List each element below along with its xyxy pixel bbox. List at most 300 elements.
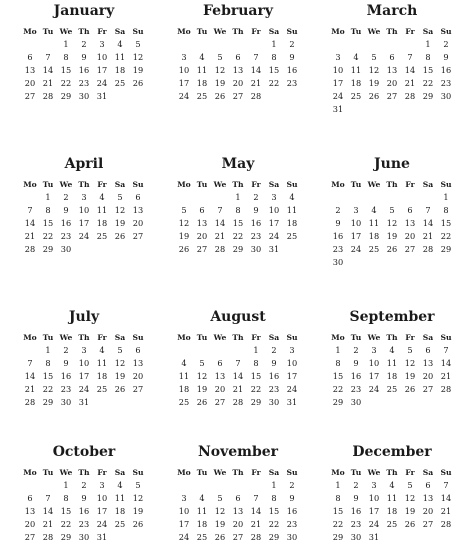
- day-cell: 25: [386, 384, 398, 394]
- month-april: [21, 155, 147, 256]
- day-cell: 28: [422, 244, 434, 254]
- weekday-header: Su: [286, 180, 298, 189]
- day-cell: 23: [250, 231, 262, 241]
- day-cell: 16: [350, 371, 362, 381]
- day-cell: 19: [132, 65, 144, 75]
- day-cell: 19: [214, 78, 226, 88]
- day-cell: 29: [42, 244, 54, 254]
- day-cell: 12: [178, 218, 190, 228]
- day-cell: 7: [45, 52, 51, 62]
- day-cell: 25: [114, 78, 126, 88]
- day-cell: 27: [232, 532, 244, 542]
- day-cell: 29: [440, 244, 452, 254]
- weekday-header: Fr: [405, 27, 415, 36]
- day-cell: 5: [407, 480, 413, 490]
- empty-cell: [401, 38, 419, 51]
- month-july: [21, 308, 147, 409]
- weekday-header: Tu: [196, 333, 208, 342]
- weekday-header: Su: [286, 468, 298, 477]
- weekday-header: We: [367, 27, 381, 36]
- empty-cell: [229, 479, 247, 492]
- day-cell: 31: [78, 397, 90, 407]
- day-cell: 26: [132, 519, 144, 529]
- weekday-header: Tu: [196, 180, 208, 189]
- day-cell: 10: [286, 358, 298, 368]
- day-cell: 23: [332, 244, 344, 254]
- month-title: February: [202, 3, 273, 19]
- day-cell: 17: [368, 371, 380, 381]
- day-cell: 20: [196, 231, 208, 241]
- weekday-header: Su: [440, 468, 452, 477]
- weekday-header: Su: [440, 180, 452, 189]
- day-cell: 28: [250, 91, 262, 101]
- weekday-header: Sa: [268, 468, 280, 477]
- day-cell: 13: [404, 218, 416, 228]
- day-cell: 8: [271, 493, 277, 503]
- day-cell: 28: [24, 244, 36, 254]
- day-cell: 5: [217, 493, 223, 503]
- day-cell: 18: [96, 371, 108, 381]
- day-cell: 21: [214, 231, 226, 241]
- weekday-header: Mo: [331, 27, 345, 36]
- day-cell: 4: [389, 345, 395, 355]
- day-cell: 9: [63, 205, 69, 215]
- day-cell: 18: [196, 519, 208, 529]
- weekday-header: Tu: [42, 180, 54, 189]
- day-cell: 28: [440, 384, 452, 394]
- weekday-header: Th: [232, 468, 244, 477]
- day-cell: 10: [78, 205, 90, 215]
- weekday-header: Mo: [177, 180, 191, 189]
- day-cell: 14: [422, 218, 434, 228]
- day-cell: 11: [114, 493, 126, 503]
- empty-cell: [365, 191, 383, 204]
- day-cell: 3: [181, 493, 187, 503]
- day-cell: 23: [60, 231, 72, 241]
- day-cell: 20: [214, 384, 226, 394]
- day-cell: 18: [386, 506, 398, 516]
- weekday-header: Tu: [196, 27, 208, 36]
- day-cell: 30: [78, 91, 90, 101]
- day-cell: 8: [335, 358, 341, 368]
- day-cell: 25: [178, 397, 190, 407]
- day-cell: 14: [440, 358, 452, 368]
- day-cell: 17: [96, 65, 108, 75]
- weekday-header: We: [59, 468, 73, 477]
- day-cell: 22: [268, 78, 280, 88]
- day-cell: 13: [232, 506, 244, 516]
- day-cell: 12: [114, 205, 126, 215]
- day-cell: 14: [250, 506, 262, 516]
- day-cell: 18: [386, 371, 398, 381]
- weekday-header: Tu: [196, 468, 208, 477]
- day-cell: 15: [332, 371, 344, 381]
- empty-cell: [365, 38, 383, 51]
- day-cell: 12: [404, 358, 416, 368]
- empty-cell: [175, 344, 193, 357]
- day-cell: 3: [335, 52, 341, 62]
- day-cell: 28: [232, 397, 244, 407]
- day-cell: 18: [114, 506, 126, 516]
- day-grid: [21, 25, 147, 103]
- day-cell: 28: [440, 519, 452, 529]
- day-cell: 20: [422, 371, 434, 381]
- day-cell: 11: [114, 52, 126, 62]
- day-cell: 14: [42, 65, 54, 75]
- day-cell: 2: [289, 480, 295, 490]
- day-cell: 1: [63, 39, 69, 49]
- day-cell: 11: [350, 65, 362, 75]
- weekday-header: Mo: [23, 27, 37, 36]
- month-title: October: [52, 444, 116, 460]
- day-cell: 18: [350, 78, 362, 88]
- empty-cell: [329, 191, 347, 204]
- weekday-header: Fr: [405, 333, 415, 342]
- day-cell: 3: [99, 39, 105, 49]
- day-cell: 22: [42, 384, 54, 394]
- day-cell: 17: [350, 231, 362, 241]
- day-cell: 30: [60, 397, 72, 407]
- day-cell: 18: [286, 218, 298, 228]
- weekday-header: Tu: [350, 180, 362, 189]
- day-cell: 30: [440, 91, 452, 101]
- day-cell: 20: [386, 78, 398, 88]
- day-cell: 21: [24, 384, 36, 394]
- day-grid: [21, 466, 147, 544]
- day-cell: 13: [386, 65, 398, 75]
- empty-cell: [193, 344, 211, 357]
- month-october: [21, 443, 147, 544]
- day-cell: 25: [350, 91, 362, 101]
- day-cell: 16: [60, 218, 72, 228]
- weekday-header: We: [367, 468, 381, 477]
- day-cell: 6: [235, 52, 241, 62]
- weekday-header: Sa: [422, 180, 434, 189]
- day-cell: 30: [286, 532, 298, 542]
- weekday-header: Fr: [97, 27, 107, 36]
- month-title: June: [374, 156, 410, 172]
- month-title: January: [53, 3, 115, 19]
- empty-cell: [401, 191, 419, 204]
- day-cell: 8: [63, 493, 69, 503]
- day-cell: 7: [443, 480, 449, 490]
- day-cell: 12: [214, 506, 226, 516]
- weekday-header: Su: [286, 27, 298, 36]
- day-cell: 26: [214, 91, 226, 101]
- empty-cell: [211, 344, 229, 357]
- day-cell: 23: [350, 519, 362, 529]
- day-cell: 17: [178, 519, 190, 529]
- day-cell: 2: [271, 345, 277, 355]
- empty-cell: [175, 479, 193, 492]
- day-cell: 8: [63, 52, 69, 62]
- day-cell: 19: [368, 78, 380, 88]
- empty-cell: [39, 38, 57, 51]
- day-cell: 9: [353, 493, 359, 503]
- empty-cell: [39, 479, 57, 492]
- day-cell: 23: [60, 384, 72, 394]
- day-cell: 11: [196, 65, 208, 75]
- day-grid: [329, 466, 455, 544]
- day-cell: 28: [250, 532, 262, 542]
- weekday-header: Th: [78, 468, 90, 477]
- day-cell: 13: [214, 371, 226, 381]
- day-cell: 9: [289, 52, 295, 62]
- day-cell: 14: [24, 371, 36, 381]
- weekday-header: Sa: [268, 180, 280, 189]
- day-cell: 17: [178, 78, 190, 88]
- day-cell: 6: [407, 205, 413, 215]
- day-cell: 11: [368, 218, 380, 228]
- weekday-header: We: [367, 333, 381, 342]
- day-cell: 8: [235, 205, 241, 215]
- day-cell: 6: [135, 192, 141, 202]
- day-cell: 10: [332, 65, 344, 75]
- empty-cell: [21, 344, 39, 357]
- day-cell: 7: [45, 493, 51, 503]
- day-cell: 26: [114, 384, 126, 394]
- weekday-header: We: [59, 27, 73, 36]
- weekday-header: Sa: [268, 27, 280, 36]
- day-cell: 29: [60, 91, 72, 101]
- day-cell: 21: [24, 231, 36, 241]
- day-cell: 18: [368, 231, 380, 241]
- day-cell: 4: [371, 205, 377, 215]
- day-grid: [329, 178, 455, 269]
- empty-cell: [193, 191, 211, 204]
- day-cell: 7: [425, 205, 431, 215]
- day-cell: 11: [286, 205, 298, 215]
- weekday-header: Th: [78, 27, 90, 36]
- weekday-header: Su: [132, 180, 144, 189]
- day-cell: 2: [253, 192, 259, 202]
- day-cell: 13: [422, 493, 434, 503]
- day-grid: [175, 178, 301, 256]
- day-cell: 25: [196, 532, 208, 542]
- day-cell: 30: [250, 244, 262, 254]
- day-cell: 5: [181, 205, 187, 215]
- empty-cell: [175, 191, 193, 204]
- empty-cell: [419, 191, 437, 204]
- day-cell: 14: [250, 65, 262, 75]
- day-cell: 29: [250, 397, 262, 407]
- weekday-header: We: [367, 180, 381, 189]
- day-cell: 21: [42, 78, 54, 88]
- day-grid: [329, 331, 455, 409]
- weekday-header: Su: [132, 468, 144, 477]
- weekday-header: Tu: [350, 468, 362, 477]
- day-cell: 26: [214, 532, 226, 542]
- weekday-header: Fr: [251, 468, 261, 477]
- day-cell: 30: [350, 397, 362, 407]
- day-cell: 10: [268, 205, 280, 215]
- weekday-header: Tu: [350, 333, 362, 342]
- day-cell: 5: [389, 205, 395, 215]
- day-cell: 16: [250, 218, 262, 228]
- weekday-header: Sa: [114, 27, 126, 36]
- day-cell: 10: [350, 218, 362, 228]
- day-cell: 4: [199, 493, 205, 503]
- weekday-header: Mo: [331, 333, 345, 342]
- empty-cell: [247, 38, 265, 51]
- day-cell: 19: [132, 506, 144, 516]
- day-cell: 12: [386, 218, 398, 228]
- day-cell: 18: [178, 384, 190, 394]
- day-cell: 24: [368, 519, 380, 529]
- day-cell: 16: [78, 65, 90, 75]
- month-title: May: [221, 156, 255, 172]
- day-cell: 12: [196, 371, 208, 381]
- day-cell: 16: [286, 65, 298, 75]
- month-june: [329, 155, 455, 269]
- day-cell: 1: [271, 39, 277, 49]
- day-cell: 1: [45, 345, 51, 355]
- day-cell: 14: [440, 493, 452, 503]
- day-cell: 1: [335, 345, 341, 355]
- empty-cell: [383, 191, 401, 204]
- day-cell: 20: [404, 231, 416, 241]
- day-cell: 22: [42, 231, 54, 241]
- day-cell: 17: [368, 506, 380, 516]
- day-cell: 10: [368, 358, 380, 368]
- day-cell: 26: [404, 519, 416, 529]
- weekday-header: We: [213, 27, 227, 36]
- weekday-header: Sa: [422, 468, 434, 477]
- day-cell: 6: [217, 358, 223, 368]
- day-cell: 24: [78, 231, 90, 241]
- day-cell: 11: [96, 205, 108, 215]
- weekday-header: Th: [78, 180, 90, 189]
- weekday-header: Tu: [42, 468, 54, 477]
- weekday-header: Th: [232, 27, 244, 36]
- day-cell: 22: [268, 519, 280, 529]
- weekday-header: Tu: [350, 27, 362, 36]
- day-cell: 31: [268, 244, 280, 254]
- day-cell: 28: [42, 91, 54, 101]
- day-cell: 14: [214, 218, 226, 228]
- day-cell: 17: [268, 218, 280, 228]
- day-cell: 17: [78, 371, 90, 381]
- day-cell: 3: [371, 345, 377, 355]
- day-cell: 24: [96, 78, 108, 88]
- day-cell: 15: [440, 218, 452, 228]
- day-cell: 26: [368, 91, 380, 101]
- day-cell: 31: [286, 397, 298, 407]
- day-cell: 9: [63, 358, 69, 368]
- day-cell: 22: [332, 519, 344, 529]
- day-cell: 5: [117, 345, 123, 355]
- day-cell: 12: [132, 52, 144, 62]
- day-grid: [329, 25, 455, 116]
- day-cell: 8: [45, 358, 51, 368]
- weekday-header: Tu: [42, 333, 54, 342]
- weekday-header: Mo: [331, 468, 345, 477]
- day-cell: 27: [422, 519, 434, 529]
- day-cell: 4: [199, 52, 205, 62]
- day-cell: 2: [81, 39, 87, 49]
- day-cell: 19: [114, 218, 126, 228]
- day-cell: 21: [232, 384, 244, 394]
- day-cell: 21: [422, 231, 434, 241]
- day-cell: 19: [214, 519, 226, 529]
- day-cell: 29: [232, 244, 244, 254]
- day-cell: 5: [407, 345, 413, 355]
- day-cell: 27: [196, 244, 208, 254]
- day-cell: 3: [99, 480, 105, 490]
- day-cell: 10: [368, 493, 380, 503]
- weekday-header: Su: [132, 27, 144, 36]
- weekday-header: Th: [386, 180, 398, 189]
- weekday-header: Sa: [114, 180, 126, 189]
- weekday-header: Su: [440, 333, 452, 342]
- day-cell: 6: [135, 345, 141, 355]
- day-cell: 21: [250, 519, 262, 529]
- day-cell: 15: [268, 65, 280, 75]
- day-cell: 9: [443, 52, 449, 62]
- day-cell: 22: [440, 231, 452, 241]
- day-cell: 17: [96, 506, 108, 516]
- day-cell: 24: [332, 91, 344, 101]
- day-cell: 23: [286, 519, 298, 529]
- day-cell: 2: [353, 480, 359, 490]
- day-cell: 19: [404, 371, 416, 381]
- day-cell: 15: [42, 371, 54, 381]
- day-cell: 2: [353, 345, 359, 355]
- month-title: November: [197, 444, 279, 460]
- day-cell: 19: [404, 506, 416, 516]
- day-cell: 11: [178, 371, 190, 381]
- day-cell: 13: [232, 65, 244, 75]
- day-cell: 13: [24, 506, 36, 516]
- day-cell: 8: [443, 205, 449, 215]
- weekday-header: Fr: [97, 180, 107, 189]
- day-cell: 10: [178, 65, 190, 75]
- weekday-header: Mo: [177, 27, 191, 36]
- day-cell: 1: [335, 480, 341, 490]
- empty-cell: [193, 479, 211, 492]
- day-cell: 30: [60, 244, 72, 254]
- empty-cell: [21, 38, 39, 51]
- weekday-header: Th: [232, 180, 244, 189]
- day-cell: 4: [117, 480, 123, 490]
- day-cell: 29: [268, 532, 280, 542]
- day-cell: 6: [27, 52, 33, 62]
- day-cell: 7: [253, 52, 259, 62]
- day-cell: 11: [386, 493, 398, 503]
- day-cell: 1: [45, 192, 51, 202]
- day-cell: 3: [81, 192, 87, 202]
- weekday-header: Mo: [23, 180, 37, 189]
- day-cell: 25: [114, 519, 126, 529]
- day-cell: 20: [24, 519, 36, 529]
- day-cell: 20: [24, 78, 36, 88]
- day-cell: 27: [24, 532, 36, 542]
- day-cell: 15: [422, 65, 434, 75]
- day-cell: 14: [42, 506, 54, 516]
- day-cell: 15: [60, 506, 72, 516]
- day-cell: 8: [253, 358, 259, 368]
- empty-cell: [175, 38, 193, 51]
- weekday-header: Th: [232, 333, 244, 342]
- day-cell: 24: [178, 91, 190, 101]
- month-february: [175, 2, 301, 103]
- day-cell: 4: [289, 192, 295, 202]
- day-cell: 3: [353, 205, 359, 215]
- day-cell: 27: [214, 397, 226, 407]
- day-cell: 15: [232, 218, 244, 228]
- day-cell: 7: [27, 358, 33, 368]
- day-cell: 22: [60, 78, 72, 88]
